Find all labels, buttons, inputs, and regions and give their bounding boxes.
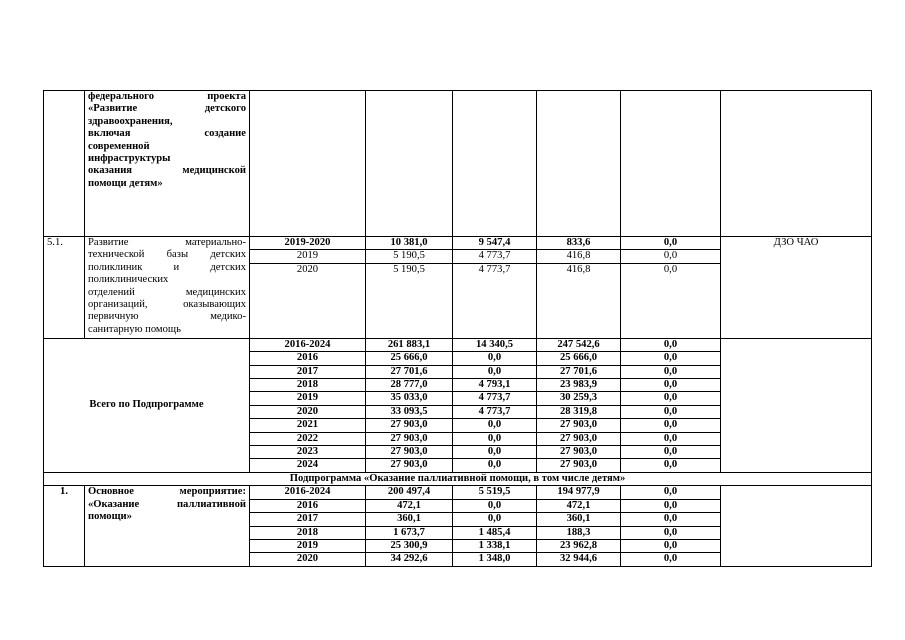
year-cell: 2020	[250, 405, 366, 418]
other-cell: 0,0	[621, 237, 721, 250]
item-name-cell	[85, 486, 250, 566]
federal-cell: 5 519,5	[453, 486, 537, 499]
total-executor-cell	[721, 338, 872, 472]
regional-cell: 27 903,0	[537, 419, 621, 432]
table-row	[44, 338, 872, 351]
other-cell: 0,0	[621, 352, 721, 365]
year-cell: 2017	[250, 365, 366, 378]
other-cell: 0,0	[621, 392, 721, 405]
intro-empty-cell	[721, 91, 872, 237]
other-cell: 0,0	[621, 526, 721, 539]
year-cell: 2016-2024	[250, 338, 366, 351]
table-row	[44, 237, 872, 250]
intro-empty-cell	[537, 91, 621, 237]
intro-empty-cell	[453, 91, 537, 237]
total-cell: 360,1	[366, 513, 453, 526]
other-cell: 0,0	[621, 250, 721, 263]
intro-empty-cell	[250, 91, 366, 237]
federal-cell: 4 773,7	[453, 263, 537, 338]
total-cell: 5 190,5	[366, 250, 453, 263]
regional-cell: 23 983,9	[537, 379, 621, 392]
federal-cell: 0,0	[453, 352, 537, 365]
other-cell: 0,0	[621, 338, 721, 351]
federal-cell: 1 338,1	[453, 539, 537, 552]
regional-cell: 472,1	[537, 499, 621, 512]
total-cell: 10 381,0	[366, 237, 453, 250]
regional-cell: 28 319,8	[537, 405, 621, 418]
federal-cell: 0,0	[453, 513, 537, 526]
other-cell: 0,0	[621, 446, 721, 459]
federal-cell: 1 485,4	[453, 526, 537, 539]
year-cell: 2016	[250, 499, 366, 512]
regional-cell: 360,1	[537, 513, 621, 526]
item-executor-cell	[721, 486, 872, 566]
intro-line: «Развитие детского	[88, 103, 246, 115]
executor-cell: ДЗО ЧАО	[721, 237, 872, 339]
other-cell: 0,0	[621, 513, 721, 526]
federal-cell: 0,0	[453, 432, 537, 445]
year-cell: 2022	[250, 432, 366, 445]
regional-cell: 32 944,6	[537, 553, 621, 566]
regional-cell: 416,8	[537, 250, 621, 263]
item-name-cell	[85, 237, 250, 339]
federal-cell: 4 773,7	[453, 392, 537, 405]
other-cell: 0,0	[621, 379, 721, 392]
intro-empty-cell	[621, 91, 721, 237]
total-cell: 200 497,4	[366, 486, 453, 499]
federal-cell: 1 348,0	[453, 553, 537, 566]
item-name-line: организаций, оказывающих	[88, 299, 246, 311]
total-cell: 472,1	[366, 499, 453, 512]
item-name-line: санитарную помощь	[88, 323, 181, 335]
item-name-line: отделений медицинских	[88, 286, 246, 298]
intro-number-cell	[44, 91, 85, 237]
federal-cell: 9 547,4	[453, 237, 537, 250]
year-cell: 2019-2020	[250, 237, 366, 250]
federal-cell: 0,0	[453, 499, 537, 512]
intro-line: инфраструктуры	[88, 153, 171, 165]
item-name-line: первичную медико-	[88, 311, 246, 323]
regional-cell: 23 962,8	[537, 539, 621, 552]
federal-cell: 14 340,5	[453, 338, 537, 351]
regional-cell: 27 903,0	[537, 432, 621, 445]
item-name-line: Основное мероприятие:	[88, 486, 246, 498]
total-cell: 25 300,9	[366, 539, 453, 552]
total-cell: 1 673,7	[366, 526, 453, 539]
regional-cell: 833,6	[537, 237, 621, 250]
regional-cell: 27 903,0	[537, 446, 621, 459]
federal-cell: 0,0	[453, 459, 537, 472]
other-cell: 0,0	[621, 365, 721, 378]
other-cell: 0,0	[621, 499, 721, 512]
intro-line: федерального проекта	[88, 91, 246, 102]
table-row-intro	[44, 91, 872, 237]
total-cell: 25 666,0	[366, 352, 453, 365]
intro-line: помощи детям»	[88, 177, 163, 189]
item-name-line: Развитие материально-	[88, 237, 246, 248]
other-cell: 0,0	[621, 486, 721, 499]
year-cell: 2018	[250, 526, 366, 539]
regional-cell: 416,8	[537, 263, 621, 338]
regional-cell: 247 542,6	[537, 338, 621, 351]
regional-cell: 25 666,0	[537, 352, 621, 365]
total-cell: 27 903,0	[366, 419, 453, 432]
total-cell: 27 903,0	[366, 432, 453, 445]
total-cell: 33 093,5	[366, 405, 453, 418]
total-cell: 5 190,5	[366, 263, 453, 338]
federal-cell: 4 773,7	[453, 405, 537, 418]
total-cell: 261 883,1	[366, 338, 453, 351]
year-cell: 2019	[250, 392, 366, 405]
intro-line: включая создание	[88, 128, 246, 140]
year-cell: 2016	[250, 352, 366, 365]
year-cell: 2019	[250, 539, 366, 552]
table-row	[44, 486, 872, 499]
item-number: 1.	[44, 486, 85, 566]
intro-line: оказания медицинской	[88, 165, 246, 177]
total-cell: 27 903,0	[366, 446, 453, 459]
item-name-line: технической базы детских	[88, 249, 246, 261]
other-cell: 0,0	[621, 539, 721, 552]
regional-cell: 27 903,0	[537, 459, 621, 472]
intro-empty-cell	[366, 91, 453, 237]
federal-cell: 4 773,7	[453, 250, 537, 263]
year-cell: 2024	[250, 459, 366, 472]
item-name-line: помощи»	[88, 511, 132, 523]
intro-text-cell	[85, 91, 250, 237]
other-cell: 0,0	[621, 459, 721, 472]
item-name-line: «Оказание паллиативной	[88, 498, 246, 510]
year-cell: 2018	[250, 379, 366, 392]
program-finance-table	[43, 90, 872, 567]
federal-cell: 0,0	[453, 446, 537, 459]
regional-cell: 27 701,6	[537, 365, 621, 378]
other-cell: 0,0	[621, 419, 721, 432]
federal-cell: 0,0	[453, 365, 537, 378]
total-cell: 35 033,0	[366, 392, 453, 405]
regional-cell: 188,3	[537, 526, 621, 539]
year-cell: 2021	[250, 419, 366, 432]
total-cell: 28 777,0	[366, 379, 453, 392]
other-cell: 0,0	[621, 432, 721, 445]
total-label: Всего по Подпрограмме	[44, 338, 250, 472]
item-number: 5.1.	[44, 237, 85, 339]
other-cell: 0,0	[621, 553, 721, 566]
total-cell: 27 701,6	[366, 365, 453, 378]
regional-cell: 30 259,3	[537, 392, 621, 405]
year-cell: 2016-2024	[250, 486, 366, 499]
item-name-line: поликлинических	[88, 274, 169, 286]
regional-cell: 194 977,9	[537, 486, 621, 499]
year-cell: 2023	[250, 446, 366, 459]
federal-cell: 4 793,1	[453, 379, 537, 392]
year-cell: 2019	[250, 250, 366, 263]
total-cell: 27 903,0	[366, 459, 453, 472]
item-name-line: поликлиник и детских	[88, 261, 246, 273]
year-cell: 2017	[250, 513, 366, 526]
subprogram-header: Подпрограмма «Оказание паллиативной помощи, в том числе детям»	[44, 472, 872, 485]
other-cell: 0,0	[621, 405, 721, 418]
table-body	[44, 91, 872, 567]
year-cell: 2020	[250, 553, 366, 566]
federal-cell: 0,0	[453, 419, 537, 432]
table-row	[44, 472, 872, 485]
year-cell: 2020	[250, 263, 366, 338]
other-cell: 0,0	[621, 263, 721, 338]
intro-line: здравоохранения,	[88, 115, 173, 127]
total-cell: 34 292,6	[366, 553, 453, 566]
intro-line: современной	[88, 140, 150, 152]
